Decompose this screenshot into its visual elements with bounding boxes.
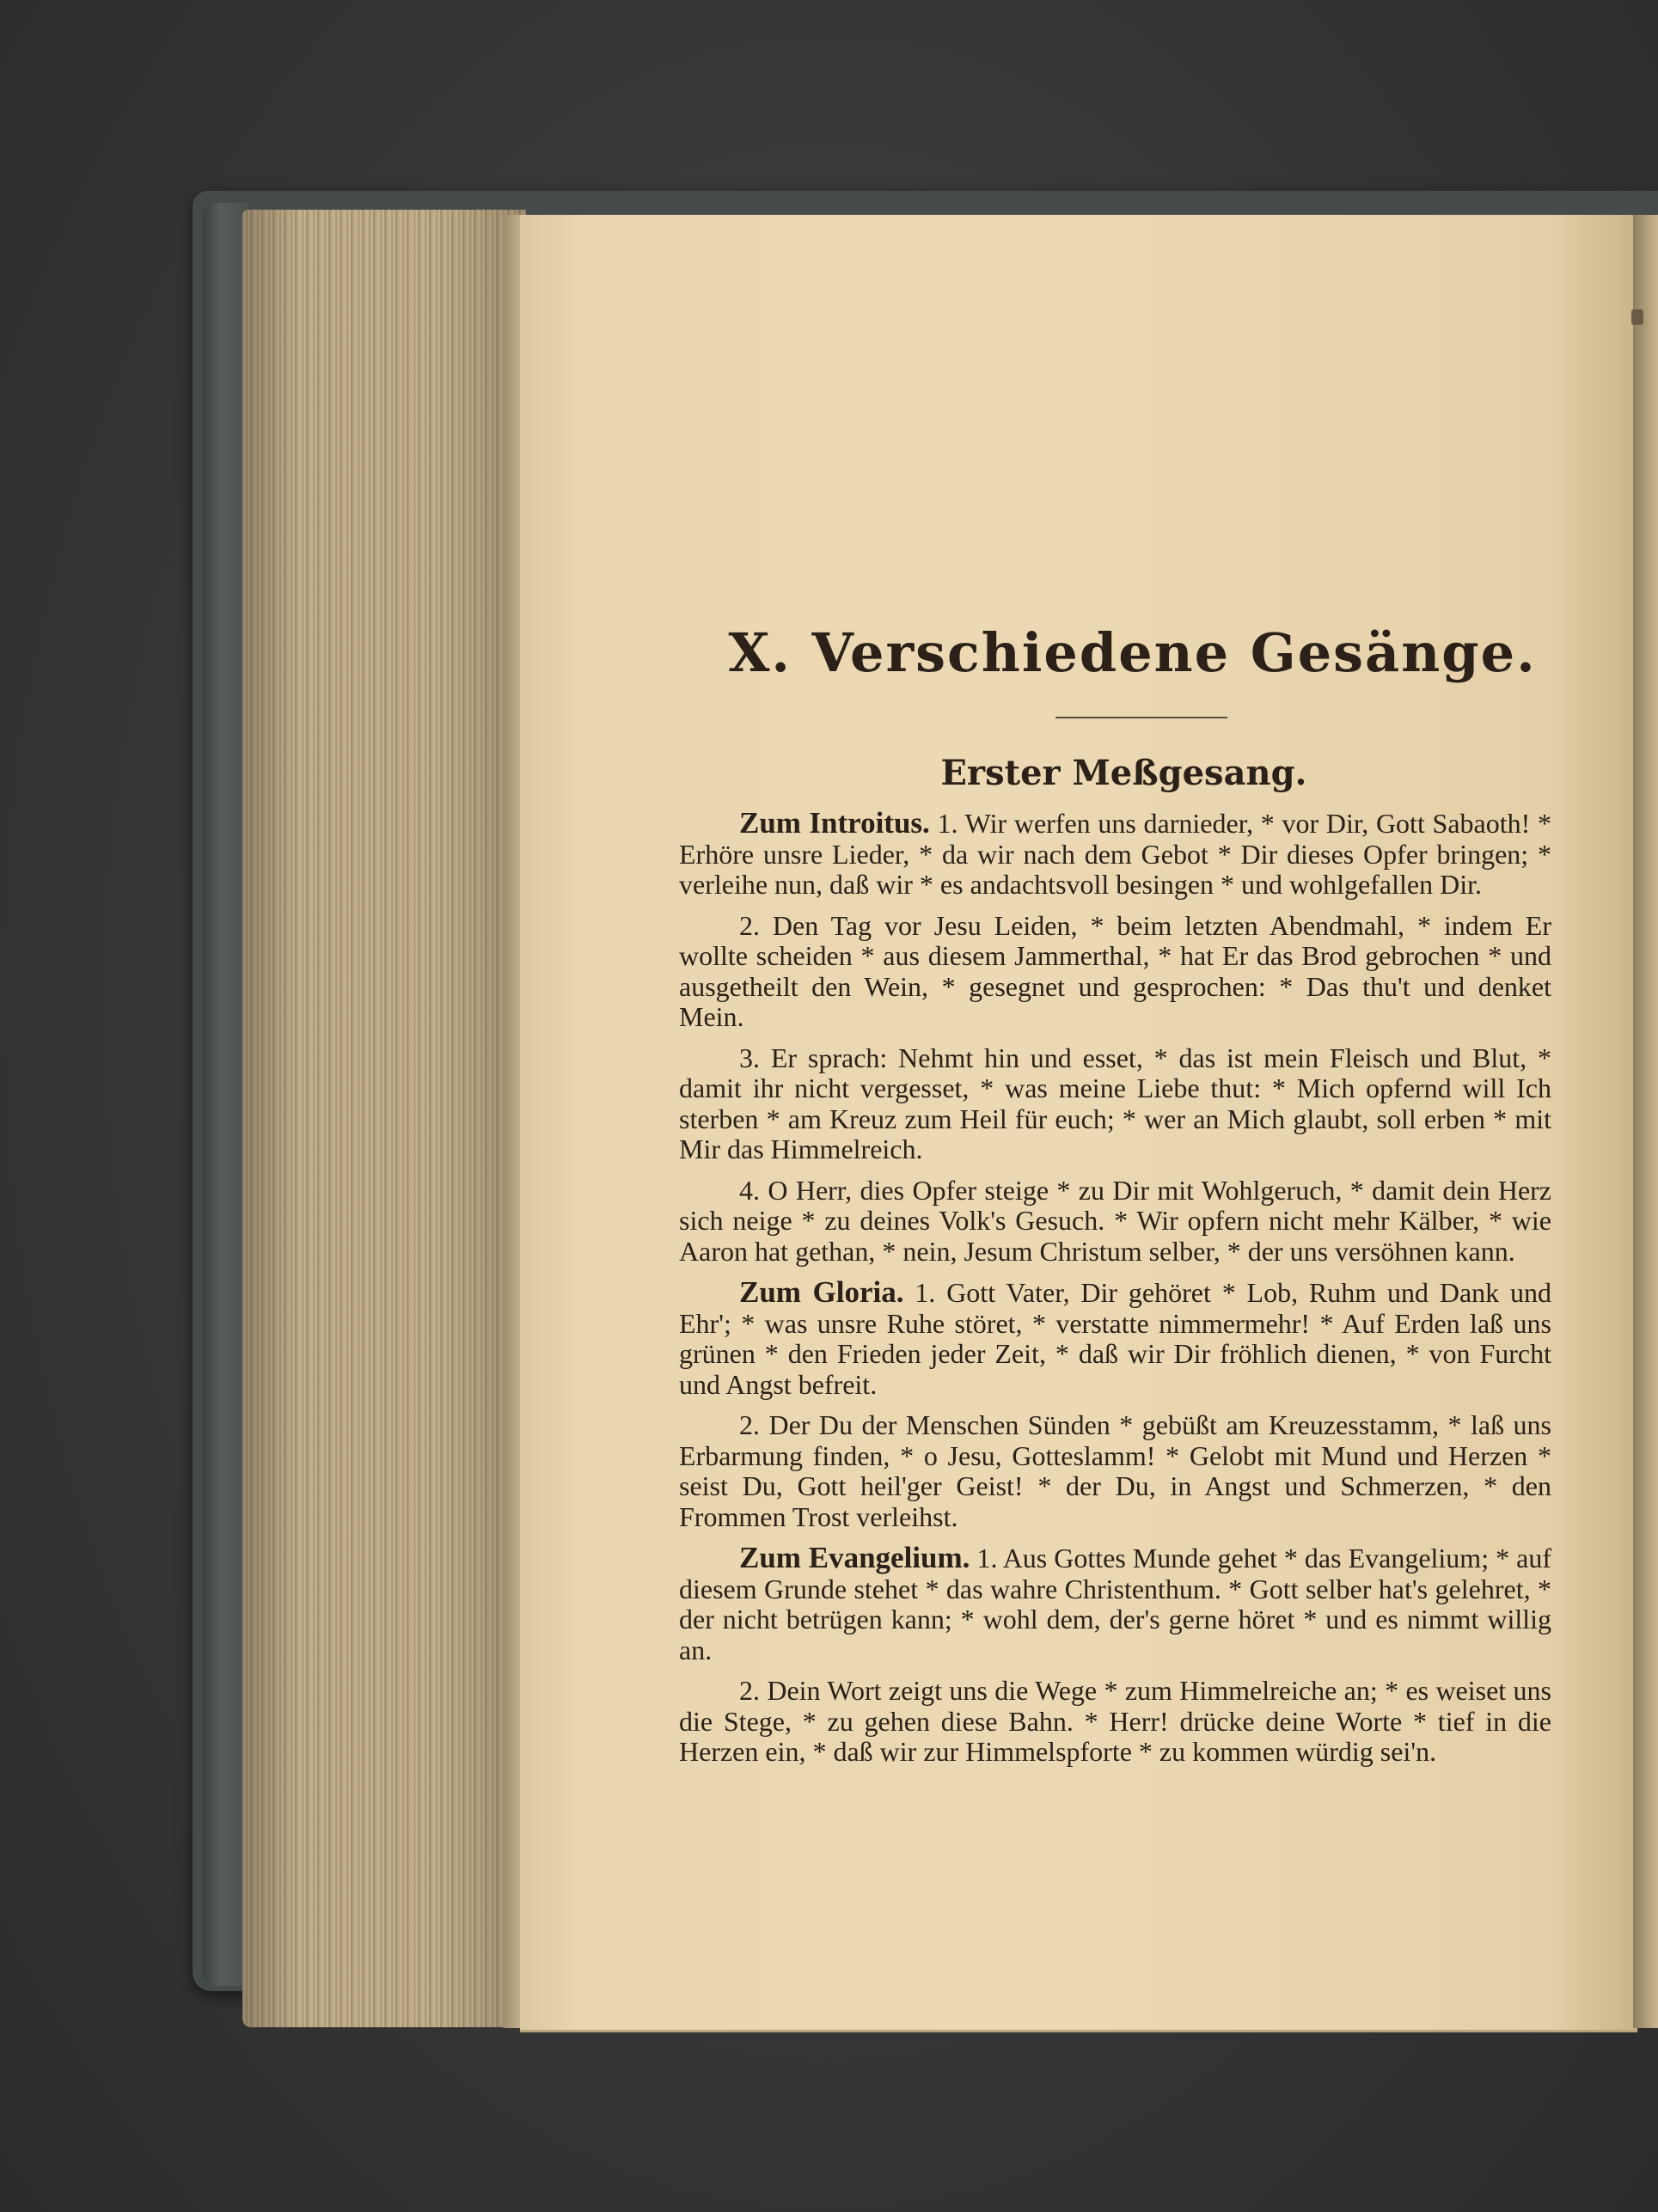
paragraph [679,1543,1551,1665]
page-marker [1631,309,1643,325]
page-text [679,619,1551,1778]
paragraph-text: 2. Dein Wort zeigt uns die Wege * zum Himmelreiche an; * es weiset uns die Stege, * zu gehen diese Bahn. * Herr! drücke deine Worte * tief in die Herzen ein, * daß wir zur Himmelspforte * zu kommen würdig sei'n. [679,1675,1551,1767]
paragraph [679,1277,1551,1400]
paragraph-text: 2. Der Du der Menschen Sünden * gebüßt am Kreuzesstamm, * laß uns Erbarmung finden, * o Jesu, Gotteslamm! * Gelobt mit Mund und Herzen * seist Du, Gott heil'ger Geist! * der Du, in Angst und Schmerzen, * den Frommen Trost verleihst. [679,1409,1551,1532]
paragraph [679,1676,1551,1768]
facing-page-edge [1633,215,1658,2028]
page-stack-shading [242,210,526,2027]
paragraph [679,808,1551,901]
paragraph-text: 1. Aus Gottes Munde gehet * das Evangelium; * auf diesem Grunde stehet * das wahre Christenthum. * Gott selber hat's gelehret, * der nicht betrügen kann; * wohl dem, der's gerne höret * und es nimmt willig an. [679,1543,1551,1665]
paragraph-text: 1. Wir werfen uns darnieder, * vor Dir, Gott Sabaoth! * Erhöre unsre Lieder, * da wir nach dem Gebot * Dir dieses Opfer bringen; * verleihe nun, daß wir * es andachtsvoll besingen * und wohlgefallen Dir. [679,808,1552,900]
book-spine-edge [203,203,248,1986]
paragraph-text: 3. Er sprach: Nehmt hin und esset, * das ist mein Fleisch und Blut, * damit ihr nicht vergesset, * was meine Liebe thut: * Mich opfernd will Ich sterben * am Kreuz zum Heil für euch; * wer an Mich glaubt, soll erben * mit Mir das Himmelreich. [679,1042,1551,1164]
paragraph-text: 1. Gott Vater, Dir gehöret * Lob, Ruhm und Dank und Ehr'; * was unsre Ruhe störet, * verstatte nimmermehr! * Auf Erden laß uns grünen * den Frieden jeder Zeit, * daß wir Dir fröhlich dienen, * von Furcht und Angst befreit. [679,1277,1551,1400]
paragraph [679,1043,1551,1165]
section-title: Erster Meßgesang. [940,753,1307,793]
paragraph [679,1410,1551,1532]
paragraph-lead: Zum Evangelium. [739,1541,970,1574]
chapter-title: X. Verschiedene Gesänge. [728,621,1537,684]
paragraph [679,1176,1551,1268]
paragraph-lead: Zum Introitus. [739,806,930,840]
paragraph-lead: Zum Gloria. [739,1275,904,1309]
paragraph [679,911,1551,1033]
title-rule [1055,717,1227,718]
paragraph-text: 4. O Herr, dies Opfer steige * zu Dir mit Wohlgeruch, * damit dein Herz sich neige * zu deines Volk's Gesuch. * Wir opfern nicht mehr Kälber, * wie Aaron hat gethan, * nein, Jesum Christum selber, * der uns versöhnen kann. [679,1174,1551,1267]
paragraph-text: 2. Den Tag vor Jesu Leiden, * beim letzten Abendmahl, * indem Er wollte scheiden * aus diesem Jammerthal, * hat Er das Brod gebrochen * und ausgetheilt den Wein, * gesegnet und gesprochen: * Das thu't und denket Mein. [679,909,1551,1032]
